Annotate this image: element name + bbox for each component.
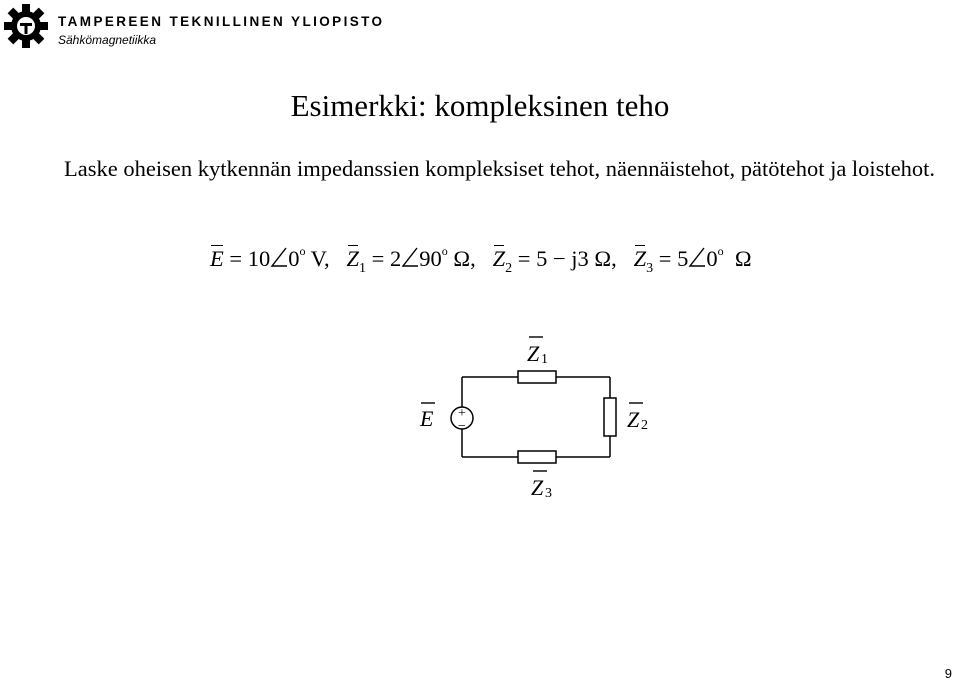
- z1-unit: Ω,: [453, 246, 476, 271]
- circuit-diagram: [400, 320, 700, 520]
- z1-magnitude: 2: [390, 246, 402, 271]
- z2-label: Z: [627, 407, 640, 432]
- z3-label: Z: [531, 475, 544, 500]
- degree-mark: o: [299, 244, 306, 258]
- task-description: Laske oheisen kytkennän impedanssien kompleksiset tehot, näennäistehot, pätötehot ja loistehot.: [64, 156, 936, 181]
- source-label: E: [420, 406, 434, 431]
- angle-icon: [401, 247, 419, 267]
- e-magnitude: 10: [247, 246, 271, 271]
- page-number: 9: [944, 666, 952, 681]
- z1-symbol: Z: [346, 246, 360, 271]
- z3-subscript: 3: [646, 261, 654, 276]
- z1-impedance-box: [518, 371, 556, 383]
- university-name: TAMPEREEN TEKNILLINEN YLIOPISTO: [58, 14, 385, 29]
- equals-sign: =: [229, 246, 243, 271]
- e-symbol: E: [210, 246, 224, 271]
- e-unit: V,: [310, 246, 330, 271]
- slide-title: Esimerkki: kompleksinen teho: [290, 88, 670, 123]
- z1-label: Z: [527, 341, 540, 366]
- e-angle: 0: [288, 246, 300, 271]
- angle-icon: [688, 247, 706, 267]
- degree-mark: o: [717, 244, 724, 258]
- z1-label-sub: 1: [541, 352, 548, 367]
- gear-icon: [2, 2, 50, 50]
- source-plus-sign: +: [458, 406, 466, 421]
- angle-icon: [270, 247, 288, 267]
- z1-subscript: 1: [359, 261, 367, 276]
- degree-mark: o: [441, 244, 448, 258]
- z2-label-sub: 2: [641, 418, 648, 433]
- given-values-formula: [210, 244, 752, 278]
- equals-sign: =: [658, 246, 672, 271]
- source-minus-sign: −: [458, 419, 466, 434]
- department-name: Sähkömagnetiikka: [58, 33, 157, 47]
- z2-value: 5 − j3: [536, 246, 589, 271]
- z3-label-sub: 3: [545, 486, 552, 501]
- z3-symbol: Z: [633, 246, 647, 271]
- z2-impedance-box: [604, 398, 616, 436]
- z2-subscript: 2: [505, 261, 513, 276]
- z1-angle: 90: [419, 246, 442, 271]
- equals-sign: =: [517, 246, 531, 271]
- z3-unit: Ω: [734, 246, 752, 271]
- equals-sign: =: [371, 246, 385, 271]
- university-logo: [2, 2, 50, 50]
- z2-unit: Ω,: [594, 246, 617, 271]
- z3-angle: 0: [706, 246, 718, 271]
- z2-symbol: Z: [492, 246, 506, 271]
- z3-magnitude: 5: [677, 246, 689, 271]
- z3-impedance-box: [518, 451, 556, 463]
